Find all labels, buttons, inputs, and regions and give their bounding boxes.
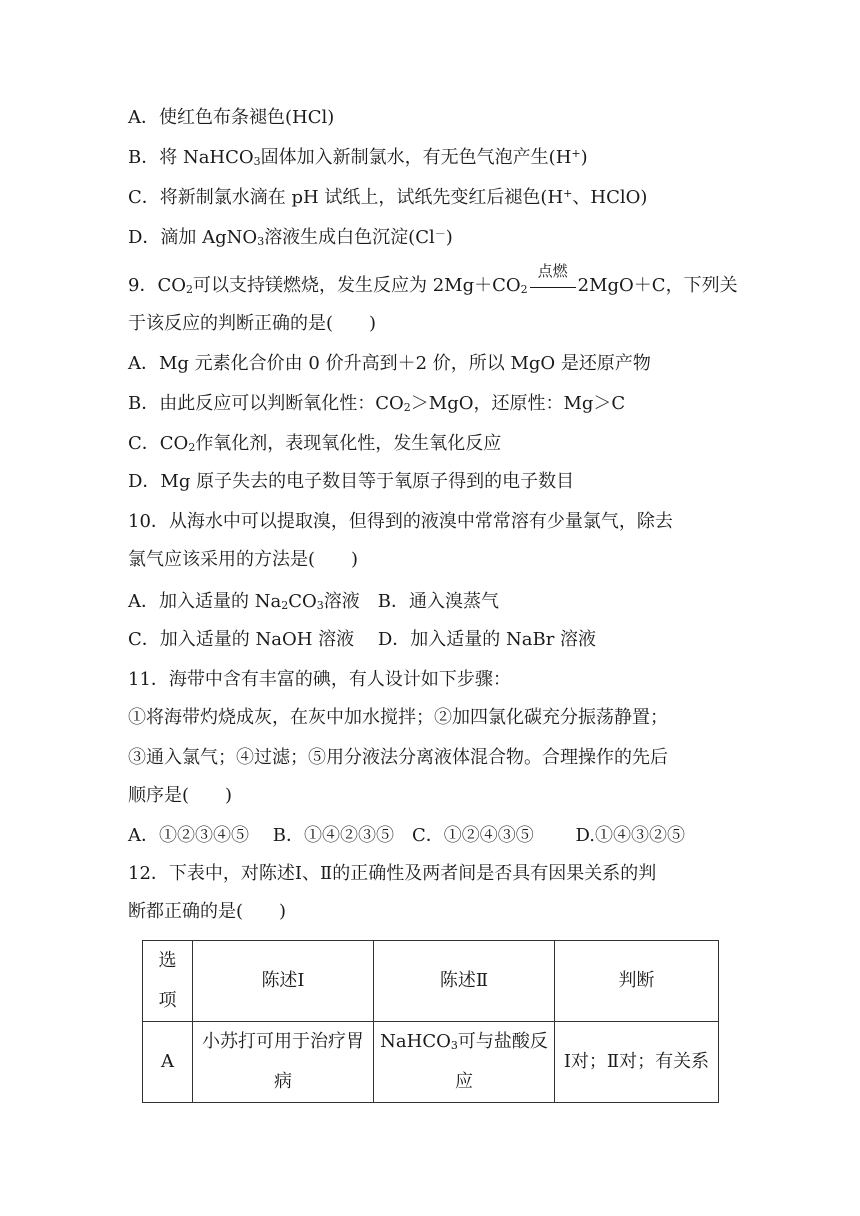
q8-option-a: A．使红色布条褪色(HCl) (128, 107, 335, 128)
table-header-judgement: 判断 (555, 941, 719, 1022)
reaction-condition: 点燃 (537, 262, 568, 280)
q11-options: A．①②③④⑤ B．①④②③⑤ C．①②④③⑤ D.①④③②⑤ (128, 825, 685, 846)
table-cell-judgement: Ⅰ对；Ⅱ对；有关系 (555, 1022, 719, 1103)
q12-stem-line1: 12．下表中，对陈述Ⅰ、Ⅱ的正确性及两者间是否具有因果关系的判 (128, 863, 657, 884)
table-header-statement-2: 陈述Ⅱ (374, 941, 555, 1022)
q12-table (142, 940, 719, 1103)
table-row (143, 1022, 719, 1103)
q12-stem-line2: 断都正确的是( ) (128, 901, 287, 922)
q8-option-b: B．将 NaHCO$_3$固体加入新制氯水，有无色气泡产生(H+) (128, 147, 588, 168)
table-cell-statement-1: 小苏打可用于治疗胃病 (193, 1022, 374, 1103)
q11-stem-line4: 顺序是( ) (128, 785, 233, 806)
table-header-option: 选项 (143, 941, 193, 1022)
q11-stem-line1: 11．海带中含有丰富的碘，有人设计如下步骤： (128, 669, 511, 690)
q10-options-ab: A．加入适量的 $Na_2CO_3$溶液 B．通入溴蒸气 (128, 591, 499, 612)
table-cell-option: A (143, 1022, 193, 1103)
q11-stem-line3: ③通入氯气；④过滤；⑤用分液法分离液体混合物。合理操作的先后 (128, 747, 668, 768)
q10-options-cd: C．加入适量的 NaOH 溶液 D．加入适量的 NaBr 溶液 (128, 629, 597, 650)
q11-stem-line2: ①将海带灼烧成灰，在灰中加水搅拌；②加四氯化碳充分振荡静置； (128, 707, 668, 728)
q10-stem-line1: 10．从海水中可以提取溴，但得到的液溴中常常溶有少量氯气，除去 (128, 511, 673, 532)
table-header-row (143, 941, 719, 1022)
q10-stem-line2: 氯气应该采用的方法是( ) (128, 549, 359, 570)
table-header-statement-1: 陈述Ⅰ (193, 941, 374, 1022)
q9-option-b: B．由此反应可以判断氧化性：$CO_2>MgO$，还原性：Mg＞C (128, 393, 626, 414)
q9-stem-line2: 于该反应的判断正确的是( ) (128, 313, 377, 334)
q8-option-d: D．滴加 AgNO$_3$溶液生成白色沉淀(Cl－) (128, 227, 453, 248)
q8-option-c: C．将新制氯水滴在 pH 试纸上，试纸先变红后褪色(H+、HClO) (128, 187, 648, 208)
q9-option-c: C．$CO_2$作氧化剂，表现氧化性，发生氧化反应 (128, 433, 502, 454)
q9-option-d: D．Mg 原子失去的电子数目等于氧原子得到的电子数目 (128, 471, 575, 492)
q9-option-a: A．Mg 元素化合价由 0 价升高到＋2 价，所以 MgO 是还原产物 (128, 353, 651, 374)
table-cell-statement-2: NaHCO$_3$可与盐酸反应 (374, 1022, 555, 1103)
q9-stem-line1: 9．$CO_2$可以支持镁燃烧，发生反应为 $2Mg+CO_2$ 点燃 2MgO＋C，下列关 (128, 274, 738, 298)
reaction-arrow (528, 262, 578, 298)
